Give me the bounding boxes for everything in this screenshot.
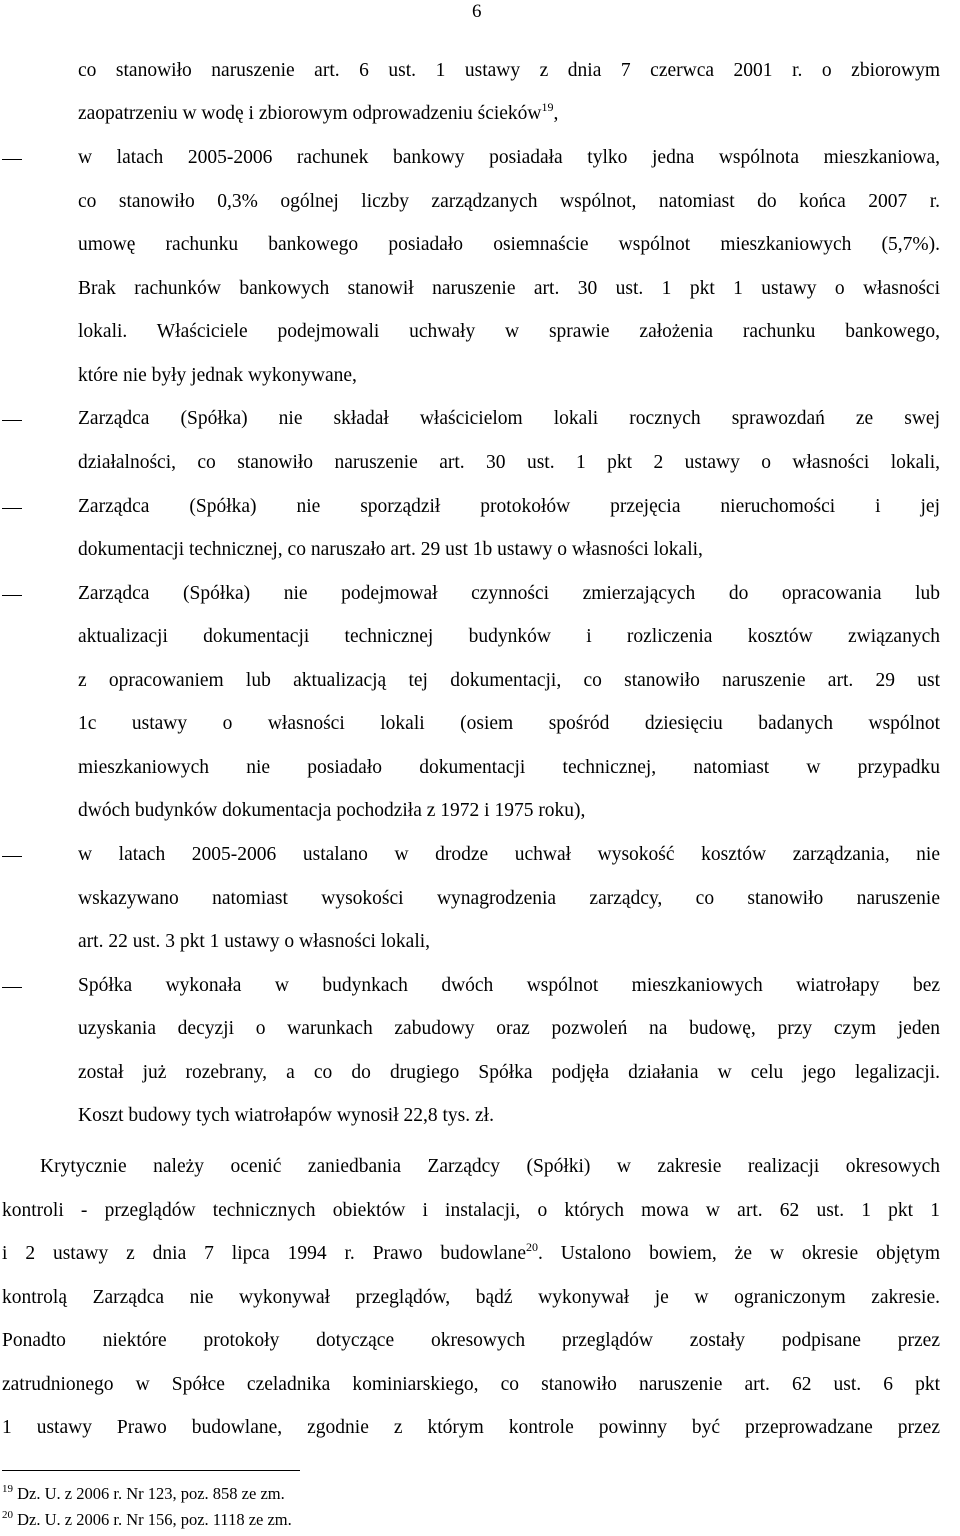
text-line	[2, 1415, 940, 1441]
list-bullet-dash	[2, 987, 22, 988]
text-line-content: Zarządca (Spółka) nie składał właścicielom lokali rocznych sprawozdań ze swej	[78, 408, 940, 429]
text-line-content: mieszkaniowych nie posiadało dokumentacji technicznej, natomiast w przypadku	[78, 757, 940, 778]
text-line	[78, 537, 703, 563]
text-line	[78, 450, 940, 476]
text-line	[78, 929, 430, 955]
text-line-content: i 2 ustawy z dnia 7 lipca 1994 r. Prawo budowlane	[2, 1243, 526, 1264]
text-line-content: 1 ustawy Prawo budowlane, zgodnie z którym kontrole powinny być przeprowadzane przez	[2, 1417, 940, 1438]
text-line	[78, 1060, 940, 1086]
text-line	[78, 189, 940, 215]
text-line-content: w latach 2005-2006 rachunek bankowy posiadała tylko jedna wspólnota mieszkaniowa,	[78, 147, 940, 168]
text-line-content: aktualizacji dokumentacji technicznej budynków i rozliczenia kosztów związanych	[78, 626, 940, 647]
footnote	[2, 1510, 292, 1530]
text-line	[78, 624, 940, 650]
text-line-content: które nie były jednak wykonywane,	[78, 365, 357, 386]
text-line	[78, 232, 940, 258]
text-line	[78, 755, 940, 781]
footnote-number: 19	[2, 1483, 13, 1495]
text-line	[78, 798, 585, 824]
text-line	[2, 1241, 940, 1267]
footnote	[2, 1484, 285, 1504]
text-line-content: Zarządca (Spółka) nie sporządził protokołów przejęcia nieruchomości i jej	[78, 496, 940, 517]
text-line	[78, 406, 940, 432]
text-line-content: w latach 2005-2006 ustalano w drodze uchwał wysokość kosztów zarządzania, nie	[78, 844, 940, 865]
list-bullet-dash	[2, 159, 22, 160]
text-line-content: został już rozebrany, a co do drugiego Spółka podjęła działania w celu jego legalizacji.	[78, 1062, 940, 1083]
text-line	[2, 1285, 940, 1311]
text-line-content: zatrudnionego w Spółce czeladnika kominiarskiego, co stanowiło naruszenie art. 62 ust. 6 pkt	[2, 1374, 940, 1395]
text-line	[2, 1372, 940, 1398]
text-line-content: Spółka wykonała w budynkach dwóch wspólnot mieszkaniowych wiatrołapy bez	[78, 975, 940, 996]
text-line-content: Ponadto niektóre protokoły dotyczące okresowych przeglądów zostały podpisane przez	[2, 1330, 940, 1351]
text-line-continuation: ,	[553, 103, 559, 124]
text-line	[78, 319, 940, 345]
text-line	[78, 842, 940, 868]
footnote-reference: 19	[541, 100, 554, 114]
page-number: 6	[472, 1, 482, 22]
text-line-content: art. 22 ust. 3 pkt 1 ustawy o własności lokali,	[78, 931, 431, 952]
text-line-content: lokali. Właściciele podejmowali uchwały w sprawie założenia rachunku bankowego,	[78, 321, 940, 342]
text-line-content: kontroli - przeglądów technicznych obiektów i instalacji, o których mowa w art. 62 ust. 1 pkt 1	[2, 1200, 940, 1221]
text-line-content: Brak rachunków bankowych stanowił naruszenie art. 30 ust. 1 pkt 1 ustawy o własności	[78, 278, 940, 299]
text-line	[2, 1198, 940, 1224]
text-line-content: umowę rachunku bankowego posiadało osiemnaście wspólnot mieszkaniowych (5,7%).	[78, 234, 940, 255]
footnote-text: Dz. U. z 2006 r. Nr 156, poz. 1118 ze zm.	[13, 1510, 292, 1529]
text-line-content: wskazywano natomiast wysokości wynagrodzenia zarządcy, co stanowiło naruszenie	[78, 888, 940, 909]
text-line-continuation: . Ustalono bowiem, że w okresie objętym	[537, 1243, 940, 1264]
text-line-content: kontrolą Zarządca nie wykonywał przeglądów, bądź wykonywał je w ograniczonym zakresie.	[2, 1287, 940, 1308]
text-line-content: co stanowiło naruszenie art. 6 ust. 1 ustawy z dnia 7 czerwca 2001 r. o zbiorowym	[78, 60, 940, 81]
text-line	[78, 145, 940, 171]
text-line-content: zaopatrzeniu w wodę i zbiorowym odprowadzeniu ścieków	[78, 103, 542, 124]
list-bullet-dash	[2, 508, 22, 509]
text-line	[78, 1103, 494, 1129]
text-line-content: dwóch budynków dokumentacja pochodziła z 1972 i 1975 roku),	[78, 800, 586, 821]
text-line	[78, 58, 940, 84]
list-bullet-dash	[2, 420, 22, 421]
text-line	[78, 581, 940, 607]
footnote-text: Dz. U. z 2006 r. Nr 123, poz. 858 ze zm.	[13, 1484, 285, 1503]
text-line-content: uzyskania decyzji o warunkach zabudowy oraz pozwoleń na budowę, przy czym jeden	[78, 1018, 940, 1039]
text-line	[78, 1016, 940, 1042]
text-line-content: Krytycznie należy ocenić zaniedbania Zarządcy (Spółki) w zakresie realizacji okresowych	[40, 1156, 940, 1177]
text-line	[40, 1154, 940, 1180]
text-line	[78, 668, 940, 694]
text-line	[78, 276, 940, 302]
text-line-content: Zarządca (Spółka) nie podejmował czynności zmierzających do opracowania lub	[78, 583, 940, 604]
text-line	[2, 1328, 940, 1354]
footnote-reference: 20	[525, 1240, 538, 1254]
text-line-content: Koszt budowy tych wiatrołapów wynosił 22,8 tys. zł.	[78, 1105, 494, 1126]
text-line	[78, 363, 357, 389]
text-line-content: z opracowaniem lub aktualizacją tej dokumentacji, co stanowiło naruszenie art. 29 ust	[78, 670, 940, 691]
text-line-content: 1c ustawy o własności lokali (osiem spośród dziesięciu badanych wspólnot	[78, 713, 940, 734]
text-line	[78, 886, 940, 912]
list-bullet-dash	[2, 595, 22, 596]
text-line	[78, 711, 940, 737]
text-line-content: co stanowiło 0,3% ogólnej liczby zarządzanych wspólnot, natomiast do końca 2007 r.	[78, 191, 940, 212]
text-line	[78, 101, 558, 127]
text-line	[78, 494, 940, 520]
text-line-content: dokumentacji technicznej, co naruszało art. 29 ust 1b ustawy o własności lokali,	[78, 539, 703, 560]
list-bullet-dash	[2, 856, 22, 857]
text-line	[78, 973, 940, 999]
text-line-content: działalności, co stanowiło naruszenie art. 30 ust. 1 pkt 2 ustawy o własności lokali,	[78, 452, 940, 473]
footnote-divider	[2, 1470, 300, 1471]
footnote-number: 20	[2, 1509, 13, 1521]
